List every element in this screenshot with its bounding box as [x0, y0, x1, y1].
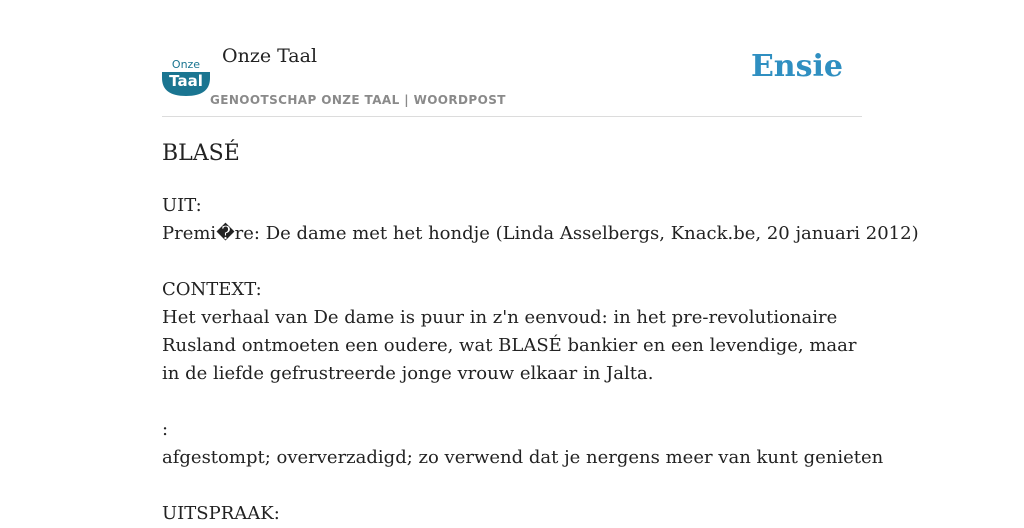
pronunciation-label: UITSPRAAK: [162, 503, 280, 524]
site-name[interactable]: Onze Taal [222, 45, 318, 67]
onze-taal-logo[interactable] [162, 52, 210, 96]
site-subtitle: GENOOTSCHAP ONZE TAAL | WOORDPOST [210, 93, 506, 107]
logo-bottom-text: Taal [169, 72, 203, 90]
entry-content [162, 138, 919, 528]
meaning-label: : [162, 419, 169, 440]
context-label: CONTEXT: [162, 279, 262, 300]
ensie-brand-link[interactable]: Ensie [750, 49, 843, 84]
onze-taal-logo-icon [162, 52, 210, 96]
source-block [162, 192, 919, 528]
entry-title: BLASÉ [162, 141, 240, 166]
source-label: UIT: [162, 195, 202, 216]
site-header [162, 40, 862, 117]
meaning-text: afgestompt; oververzadigd; zo verwend dat je nergens meer van kunt genieten [162, 447, 884, 468]
logo-top-text: Onze [171, 58, 201, 71]
context-text: Het verhaal van De dame is puur in z'n eenvoud: in het pre-revolutionaire Rusland ontmoeten een oudere, wat BLASÉ bankier en een levendige, maar in de liefde gefrustreerde jonge vrouw elkaar in Jalta. [162, 307, 857, 384]
source-text: Premi�re: De dame met het hondje (Linda Asselbergs, Knack.be, 20 januari 2012) [162, 223, 919, 244]
